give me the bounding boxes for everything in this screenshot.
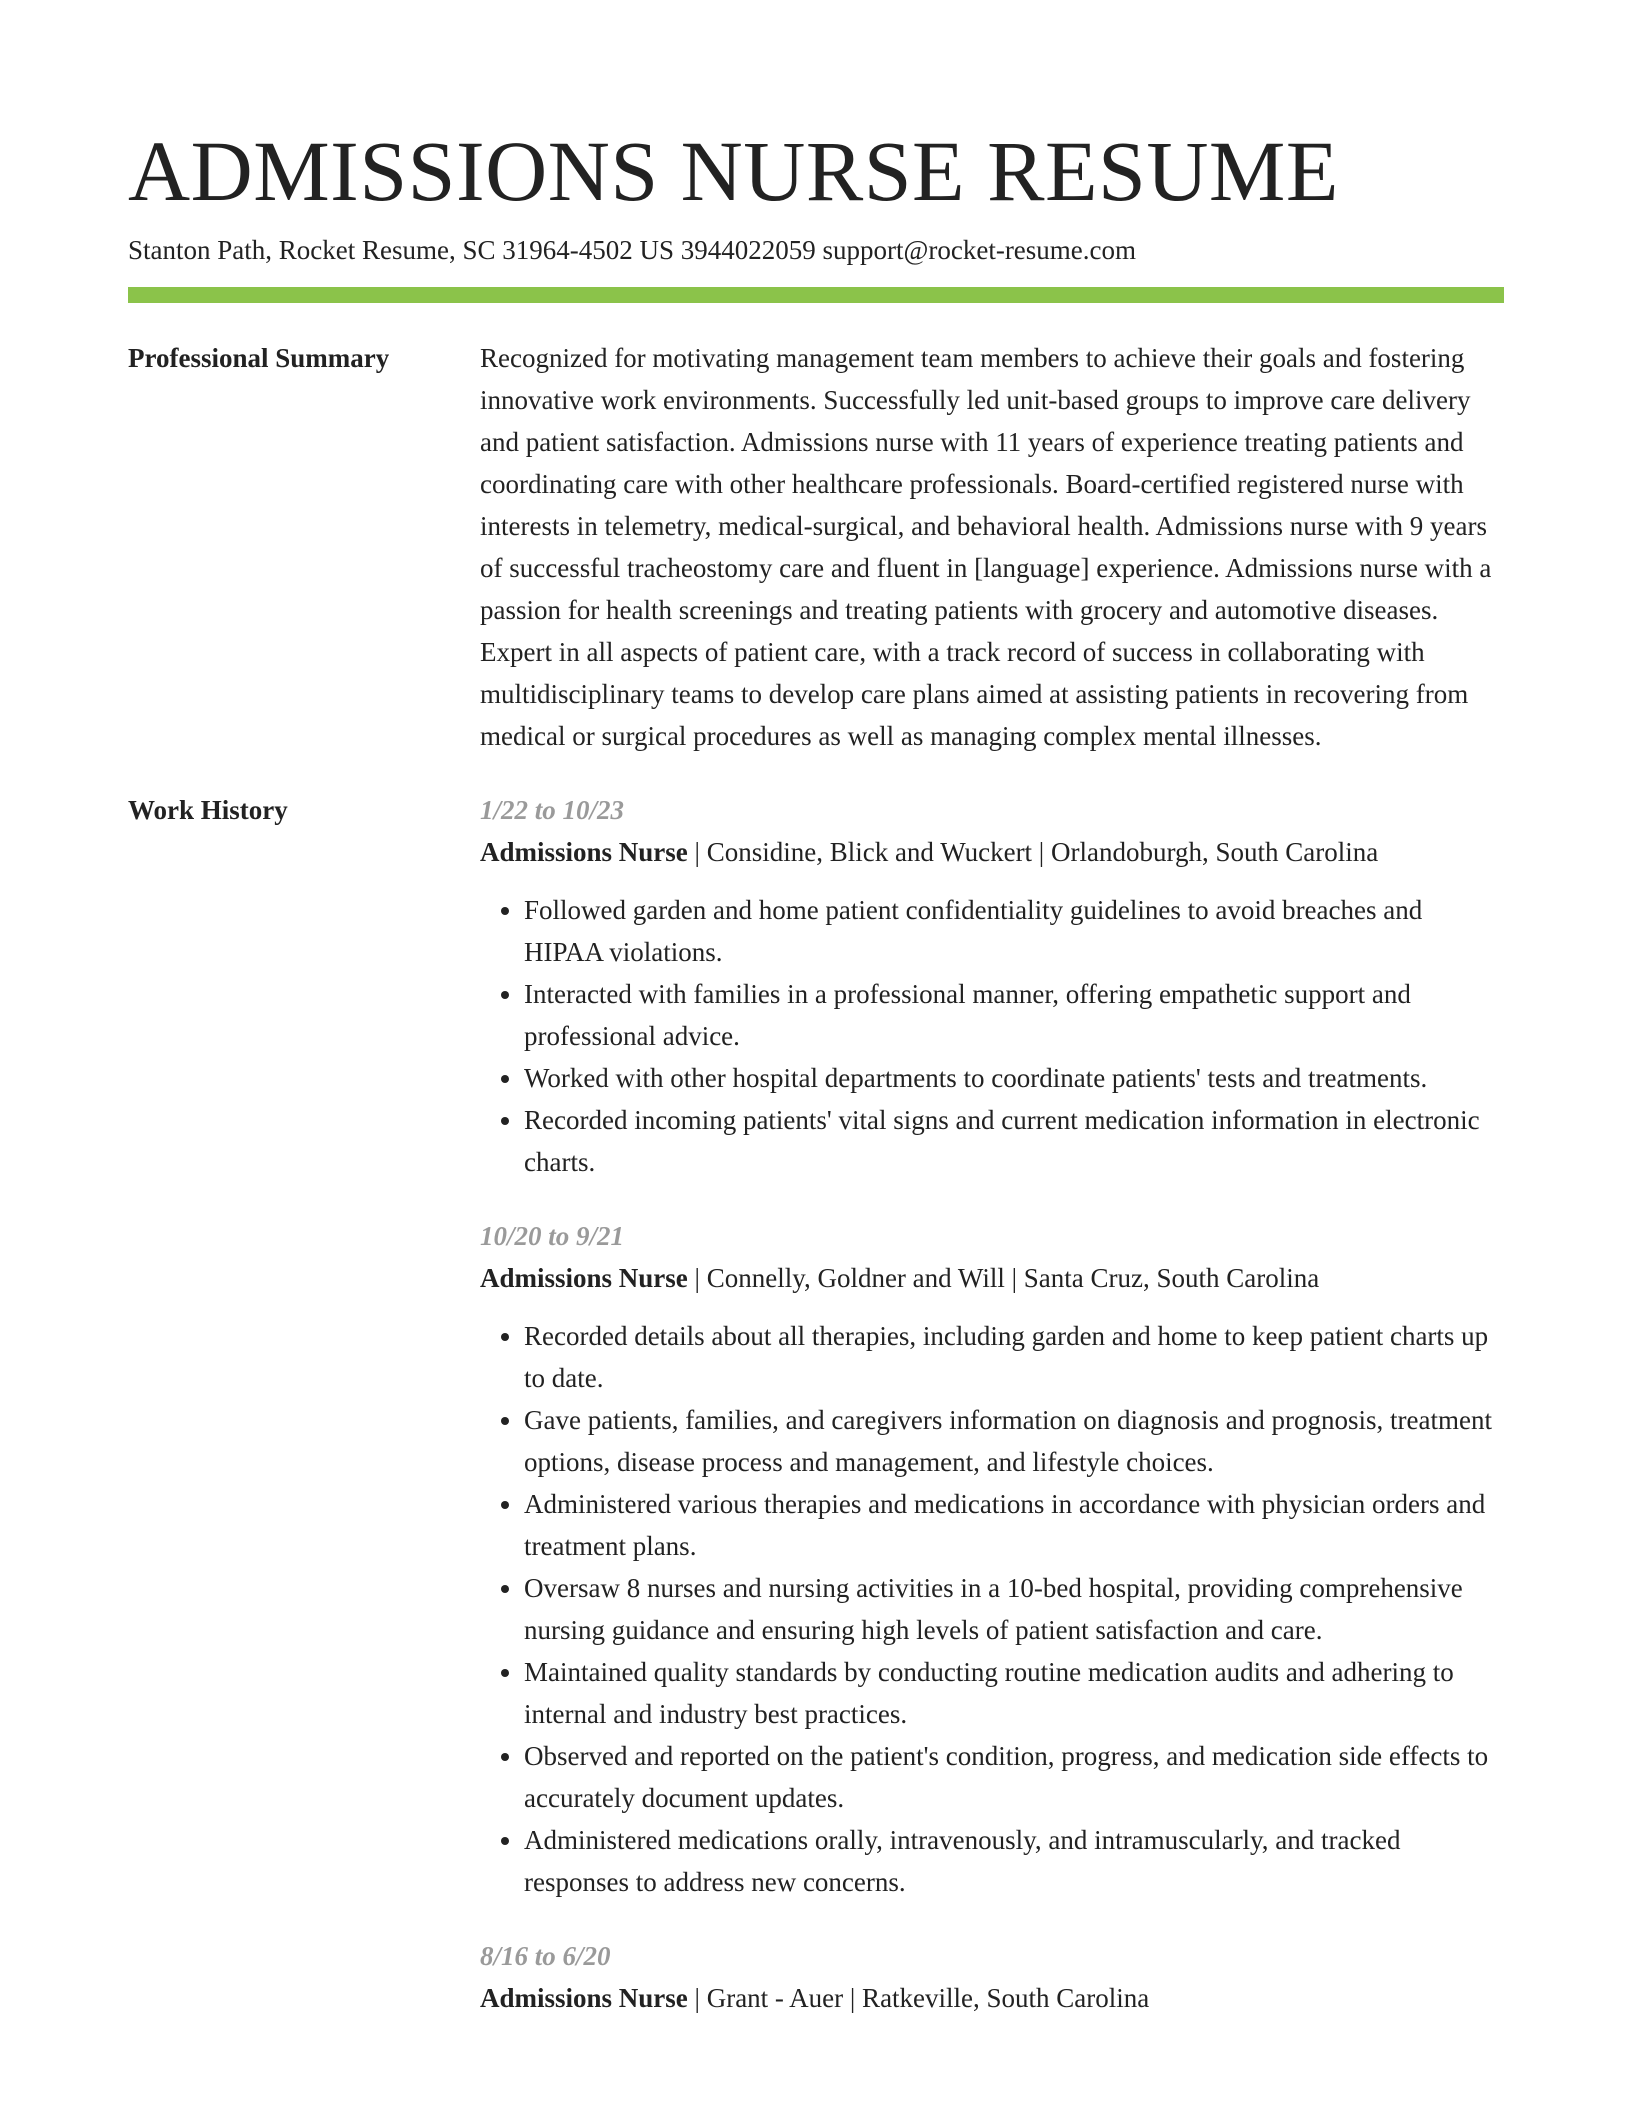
- job-entry: [480, 1215, 1504, 1903]
- job-entry: [480, 1935, 1504, 2019]
- job-entry: [480, 789, 1504, 1183]
- professional-summary-section: [128, 337, 1504, 757]
- job-bullet: • Oversaw 8 nurses and nursing activities in a 10-bed hospital, providing comprehensive nursing guidance and ensuring high levels of patient satisfaction and care.: [524, 1567, 1504, 1651]
- section-label-summary: Professional Summary: [128, 343, 390, 373]
- accent-divider: [128, 287, 1504, 303]
- job-dates: 10/20 to 9/21: [480, 1221, 625, 1251]
- job-title: Admissions Nurse: [480, 1983, 688, 2013]
- job-bullet: • Worked with other hospital departments to coordinate patients' tests and treatments.: [524, 1057, 1504, 1099]
- job-bullet: • Gave patients, families, and caregivers information on diagnosis and prognosis, treatment options, disease process and management, and lifestyle choices.: [524, 1399, 1504, 1483]
- job-title: Admissions Nurse: [480, 837, 688, 867]
- job-employer-location: | Connelly, Goldner and Will | Santa Cruz, South Carolina: [687, 1263, 1320, 1293]
- job-heading: [480, 1977, 1504, 2019]
- job-dates: 1/22 to 10/23: [480, 795, 625, 825]
- work-history-list: [480, 789, 1504, 2051]
- work-history-section: [128, 789, 1504, 2051]
- resume-title: ADMISSIONS NURSE RESUME: [128, 123, 1339, 219]
- job-bullet: • Recorded details about all therapies, including garden and home to keep patient charts up to date.: [524, 1315, 1504, 1399]
- job-dates: 8/16 to 6/20: [480, 1941, 611, 1971]
- job-employer-location: | Grant - Auer | Ratkeville, South Carolina: [687, 1983, 1150, 2013]
- job-bullet: • Maintained quality standards by conducting routine medication audits and adhering to internal and industry best practices.: [524, 1651, 1504, 1735]
- job-bullet: • Recorded incoming patients' vital signs and current medication information in electronic charts.: [524, 1099, 1504, 1183]
- job-bullet-list: [480, 1315, 1504, 1903]
- summary-text: Recognized for motivating management team members to achieve their goals and fostering innovative work environments. Successfully led unit-based groups to improve care delivery and patient satisfaction. Admissions nurse with 11 years of experience treating patients and coordinating care with other healthcare professionals. Board-certified registered nurse with interests in telemetry, medical-surgical, and behavioral health. Admissions nurse with 9 years of successful tracheostomy care and fluent in [language] experience. Admissions nurse with a passion for health screenings and treating patients with grocery and automotive diseases. Expert in all aspects of patient care, with a track record of success in collaborating with multidisciplinary teams to develop care plans aimed at assisting patients in recovering from medical or surgical procedures as well as managing complex mental illnesses.: [480, 343, 1492, 751]
- job-bullet: • Observed and reported on the patient's condition, progress, and medication side effects to accurately document updates.: [524, 1735, 1504, 1819]
- job-bullet-list: [480, 889, 1504, 1183]
- job-bullet: • Administered various therapies and medications in accordance with physician orders and treatment plans.: [524, 1483, 1504, 1567]
- job-employer-location: | Considine, Blick and Wuckert | Orlandoburgh, South Carolina: [687, 837, 1379, 867]
- summary-body: [480, 337, 1504, 757]
- job-title: Admissions Nurse: [480, 1263, 688, 1293]
- job-bullet: • Administered medications orally, intravenously, and intramuscularly, and tracked responses to address new concerns.: [524, 1819, 1504, 1903]
- job-heading: [480, 831, 1504, 873]
- job-bullet: • Interacted with families in a professional manner, offering empathetic support and professional advice.: [524, 973, 1504, 1057]
- section-label-work-history: Work History: [128, 795, 288, 825]
- resume-page: [128, 0, 1504, 2051]
- contact-info: Stanton Path, Rocket Resume, SC 31964-4502 US 3944022059 support@rocket-resume.com: [128, 235, 1137, 265]
- job-heading: [480, 1257, 1504, 1299]
- job-bullet: • Followed garden and home patient confidentiality guidelines to avoid breaches and HIPAA violations.: [524, 889, 1504, 973]
